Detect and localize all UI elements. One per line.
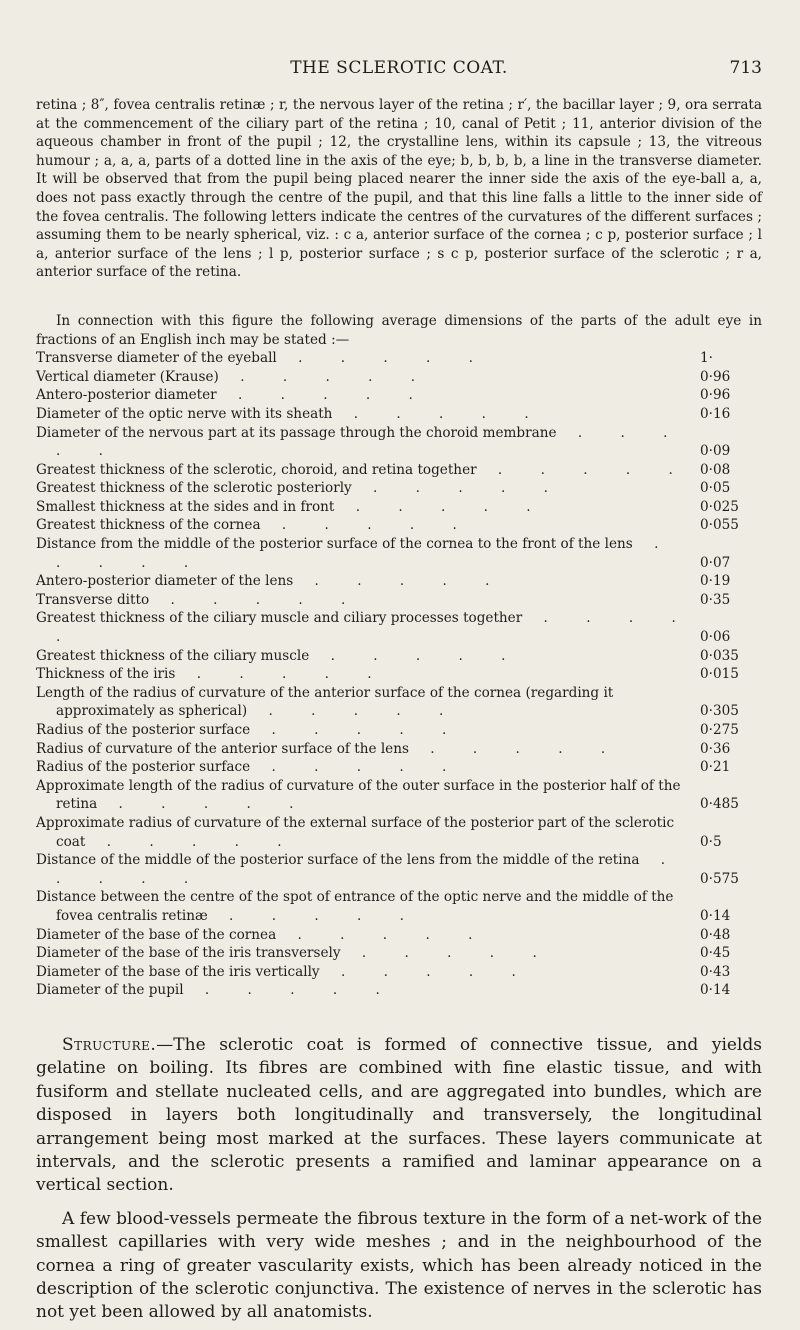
dimension-value: 0·575 <box>700 870 739 887</box>
leader-dots: . . . . . <box>183 982 397 999</box>
leader-dots: . . . . . <box>309 647 523 664</box>
dimension-value: 0·35 <box>700 591 731 608</box>
dimension-row <box>36 684 762 721</box>
dimension-label: Antero-posterior diameter . . . . . <box>36 387 430 404</box>
dimension-row <box>36 368 762 387</box>
dimension-value: 0·16 <box>700 405 731 422</box>
figure-legend-paragraph: retina ; 8″, fovea centralis retinæ ; r, the nervous layer of the retina ; r′, the bacillar layer ; 9, ora serrata at the commencement of the ciliary part of the retina ; 10, canal of Petit ; 11, anterior division of the aqueous chamber in front of the pupil ; 12, the crystalline lens, within its capsule ; 13, the vitreous humour ; a, a, a, parts of a dotted line in the axis of the eye; b, b, b, b, a line in the transverse diameter. It will be observed that from the pupil being placed nearer the inner side the axis of the eye-ball a, a, does not pass exactly through the centre of the pupil, and that this line falls a little to the inner side of the fovea centralis. The following letters indicate the centres of the curvatures of the different surfaces ; assuming them to be nearly spherical, viz. : c a, anterior surface of the cornea ; c p, posterior surface ; l a, anterior surface of the lens ; l p, posterior surface ; s c p, posterior surface of the sclerotic ; r a, anterior surface of the retina. <box>36 97 762 281</box>
leader-dots: . . . . . <box>97 796 311 813</box>
dimension-value: 0·305 <box>700 703 739 720</box>
leader-dots: . . . . . <box>334 498 548 515</box>
dimension-label: Vertical diameter (Krause) . . . . . <box>36 368 433 385</box>
dimension-label: Distance between the centre of the spot of entrance of the optic nerve and the middle of the fovea centralis retinæ . . . . . <box>36 889 674 924</box>
dimension-value: 0·05 <box>700 480 731 497</box>
dimension-value: 0·015 <box>700 666 739 683</box>
dimension-value: 0·07 <box>700 554 731 571</box>
dimension-value: 0·275 <box>700 722 739 738</box>
dimension-label: Thickness of the iris . . . . . <box>36 666 389 683</box>
leader-dots: . . . . . <box>276 350 490 367</box>
dimension-label: Smallest thickness at the sides and in front . . . . . <box>36 498 548 515</box>
dimension-row <box>36 944 762 963</box>
dimension-label: Transverse diameter of the eyeball . . . . . <box>36 350 490 367</box>
dimension-row <box>36 981 762 1000</box>
dimension-value: 0·06 <box>700 629 731 646</box>
leader-dots: . . . . . <box>319 963 533 980</box>
dimension-value: 0·21 <box>700 759 731 776</box>
dimension-value: 0·035 <box>700 647 739 664</box>
dimension-label: Diameter of the base of the cornea . . . . . <box>36 926 490 943</box>
dimension-label: Distance of the middle of the posterior surface of the lens from the middle of the retina . . . . . <box>36 852 683 887</box>
dimension-label: Distance from the middle of the posterior surface of the cornea to the front of the lens . . . . . <box>36 536 676 571</box>
dimension-label: Antero-posterior diameter of the lens . . . . . <box>36 573 507 590</box>
dimension-value: 0·055 <box>700 517 739 534</box>
page-number: 713 <box>729 58 762 78</box>
dimension-label: Greatest thickness of the ciliary muscle . . . . . <box>36 647 523 664</box>
dimension-row <box>36 572 762 591</box>
dimension-value: 0·14 <box>700 907 731 924</box>
dimension-value: 0·45 <box>700 945 731 962</box>
dimension-row <box>36 721 762 740</box>
dimension-row <box>36 665 762 684</box>
leader-dots: . . . . . <box>332 405 546 422</box>
running-head: THE SCLEROTIC COAT. <box>290 58 508 78</box>
dimension-label: Diameter of the base of the iris vertically . . . . . <box>36 963 533 980</box>
dimension-value: 0·09 <box>700 443 731 460</box>
dimension-row <box>36 591 762 610</box>
dimension-row <box>36 461 762 480</box>
structure-section <box>36 1034 762 1325</box>
leader-dots: . . . . . <box>250 759 464 776</box>
dimension-label: Diameter of the nervous part at its passage through the choroid membrane . . . . . <box>36 424 685 460</box>
leader-dots: . . . . . <box>476 461 690 478</box>
leader-dots: . . . . . <box>175 666 389 683</box>
leader-dots: . . . . . <box>56 610 693 646</box>
structure-paragraph <box>36 1034 762 1198</box>
dimension-row <box>36 405 762 424</box>
leader-dots: . . . . . <box>56 852 683 887</box>
dimensions-table <box>36 349 762 1000</box>
leader-dots: . . . . . <box>218 368 433 385</box>
dimension-label: Radius of curvature of the anterior surface of the lens . . . . . <box>36 740 623 757</box>
dimension-value: 0·08 <box>700 461 731 478</box>
dimension-row <box>36 647 762 666</box>
dimension-row <box>36 926 762 945</box>
dimension-row <box>36 740 762 759</box>
dimension-value: 1· <box>700 350 713 367</box>
leader-dots: . . . . . <box>293 573 507 590</box>
leader-dots: . . . . . <box>247 703 461 720</box>
leader-dots: . . . . . <box>340 945 554 962</box>
dimension-row <box>36 814 762 851</box>
page-header <box>36 58 762 86</box>
dimension-value: 0·5 <box>700 833 722 850</box>
leader-dots: . . . . . <box>260 517 474 534</box>
dimension-row <box>36 758 762 777</box>
leader-dots: . . . . . <box>149 591 363 608</box>
dimension-label: Radius of the posterior surface . . . . . <box>36 722 464 738</box>
dimension-row <box>36 609 762 646</box>
leader-dots: . . . . . <box>85 833 299 850</box>
dimension-row <box>36 349 762 368</box>
dimension-label: Greatest thickness of the cornea . . . . . <box>36 517 474 534</box>
dimension-row <box>36 963 762 982</box>
dimension-value: 0·43 <box>700 963 731 980</box>
dimension-row <box>36 424 762 461</box>
dimension-value: 0·48 <box>700 926 731 943</box>
leader-dots: . . . . . <box>56 424 685 460</box>
dimension-label: Approximate length of the radius of curvature of the outer surface in the posterior half of the retina . . . . . <box>36 777 681 813</box>
dimension-label: Greatest thickness of the sclerotic, choroid, and retina together . . . . . <box>36 461 690 478</box>
dimensions-intro: In connection with this figure the following average dimensions of the parts of the adult eye in fractions of an English inch may be stated :— <box>36 312 762 348</box>
vessels-paragraph: A few blood-vessels permeate the fibrous texture in the form of a net-work of the smallest capillaries with very wide meshes ; and in the neighbourhood of the cornea a ring of greater vascularity exists, which has been already noticed in the description of the sclerotic conjunctiva. The existence of nerves in the sclerotic has not yet been allowed by all anatomists. <box>36 1208 762 1323</box>
dimension-value: 0·485 <box>700 796 739 813</box>
leader-dots: . . . . . <box>250 722 464 738</box>
leader-dots: . . . . . <box>351 480 565 497</box>
structure-text: —The sclerotic coat is formed of connective tissue, and yields gelatine on boiling. Its fibres are combined with fine elastic tissue, and with fusiform and stellate nucleated cells, and are aggregated into bundles, which are disposed in layers both longitudinally and transversely, the longitudinal arrangement being most marked at the surfaces. These layers communicate at intervals, and the sclerotic presents a ramified and laminar appearance on a vertical section. <box>36 1034 762 1196</box>
dimension-label: Length of the radius of curvature of the anterior surface of the cornea (regarding it approximately as spherical) . . . . . <box>36 684 614 720</box>
dimension-row <box>36 535 762 572</box>
structure-heading: Structure. <box>62 1034 157 1055</box>
dimension-label: Diameter of the pupil . . . . . <box>36 982 397 999</box>
dimension-label: Greatest thickness of the ciliary muscle and ciliary processes together . . . . . <box>36 610 693 646</box>
dimension-row <box>36 479 762 498</box>
dimension-value: 0·96 <box>700 387 731 404</box>
dimension-label: Radius of the posterior surface . . . . . <box>36 759 464 776</box>
dimension-row <box>36 498 762 517</box>
dimension-value: 0·19 <box>700 573 731 590</box>
leader-dots: . . . . . <box>56 536 676 571</box>
dimension-row <box>36 851 762 888</box>
dimension-row <box>36 386 762 405</box>
dimension-value: 0·36 <box>700 740 731 757</box>
dimension-label: Transverse ditto . . . . . <box>36 591 363 608</box>
dimension-value: 0·14 <box>700 982 731 999</box>
dimension-row <box>36 888 762 925</box>
dimension-value: 0·96 <box>700 368 731 385</box>
leader-dots: . . . . . <box>216 387 430 404</box>
dimension-label: Greatest thickness of the sclerotic posteriorly . . . . . <box>36 480 565 497</box>
dimension-label: Diameter of the base of the iris transversely . . . . . <box>36 945 554 962</box>
dimension-label: Diameter of the optic nerve with its sheath . . . . . <box>36 405 546 422</box>
dimension-row <box>36 777 762 814</box>
leader-dots: . . . . . <box>276 926 490 943</box>
dimension-row <box>36 516 762 535</box>
leader-dots: . . . . . <box>207 907 421 924</box>
figure-legend-block <box>36 96 762 349</box>
dimension-label: Approximate radius of curvature of the external surface of the posterior part of the sclerotic coat . . . . . <box>36 814 675 850</box>
leader-dots: . . . . . <box>408 740 623 757</box>
dimension-value: 0·025 <box>700 498 739 515</box>
